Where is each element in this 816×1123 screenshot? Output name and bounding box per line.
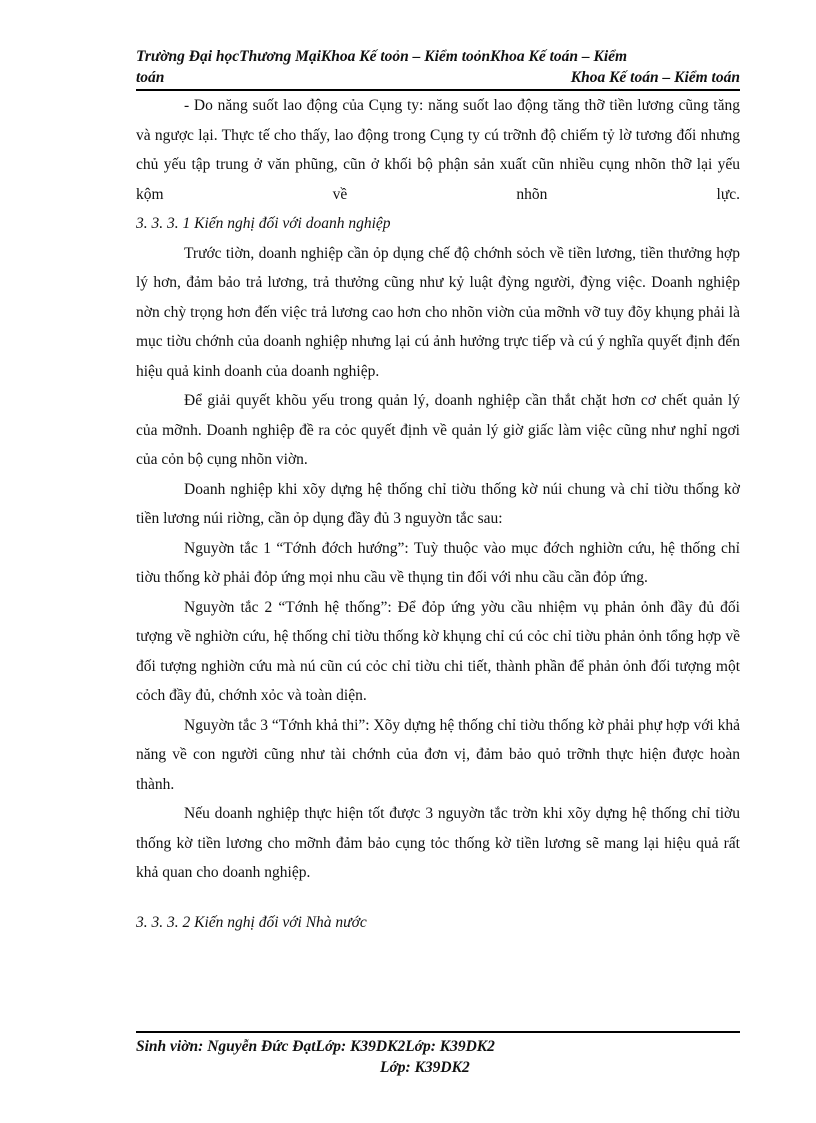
page-footer <box>136 1036 740 1078</box>
header-line-1: Trường Đại họcThương MạiKhoa Kế toỏn – Kiểm toỏnKhoa Kế toán – Kiểm <box>136 48 628 65</box>
paragraph-labor-productivity: - Do năng suốt lao động của Cụng ty: năng suốt lao động tăng thỡ tiền lương cũng tăng và ngược lại. Thực tế cho thấy, lao động trong Cụng ty cú trỡnh độ chiếm tỷ lờ tương đối nhưng chủ yếu tập trung ở văn phũng, cũn ở khối bộ phận sản xuất cũn nhiều cụng nhõn thỡ lại yếu kộm về nhõn lực. <box>136 97 740 203</box>
page-header <box>136 46 740 88</box>
paragraph-principle-2: Nguyờn tắc 2 “Tớnh hệ thống”: Để đỏp ứng yờu cầu nhiệm vụ phản ỏnh đầy đủ đối tượng về nghiờn cứu, hệ thống chỉ tiờu thống kờ khụng chỉ cú cỏc chỉ tiờu phản ỏnh tổng hợp về đối tượng nghiờn cứu mà nú cũn cú cỏc chỉ tiờu chi tiết, thành phần để phản ỏnh đối tượng một cỏch đầy đủ, chớnh xỏc và toàn diện. <box>136 598 740 704</box>
paragraph-principle-1: Nguyờn tắc 1 “Tớnh đớch hướng”: Tuỳ thuộc vào mục đớch nghiờn cứu, hệ thống chỉ tiờu thống kờ phải đỏp ứng mọi nhu cầu về thụng tin đối với nhu cầu cần đỏp ứng. <box>136 539 740 586</box>
paragraph-principle-3: Nguyờn tắc 3 “Tớnh khả thi”: Xõy dựng hệ thống chỉ tiờu thống kờ phải phự hợp với khả năng về con người cũng như tài chớnh của đơn vị, đảm bảo quỏ trỡnh thực hiện được hoàn thành. <box>136 716 740 793</box>
paragraph-management: Để giải quyết khõu yếu trong quản lý, doanh nghiệp cần thắt chặt hơn cơ chết quản lý của mỡnh. Doanh nghiệp đề ra cỏc quyết định về quản lý giờ giấc làm việc cũng như nghỉ ngơi của cỏn bộ cụng nhõn viờn. <box>136 392 740 468</box>
section-heading-enterprise: 3. 3. 3. 1 Kiến nghị đối với doanh nghiệp <box>136 215 391 232</box>
header-line-2 <box>136 67 740 88</box>
section-heading-state: 3. 3. 3. 2 Kiến nghị đối với Nhà nước <box>136 913 367 931</box>
footer-line-1: Sinh viờn: Nguyễn Đức ĐạtLớp: K39DK2Lớp: K39DK2 <box>136 1038 495 1055</box>
footer-divider <box>136 1031 740 1033</box>
footer-line-2: Lớp: K39DK2 <box>380 1059 470 1076</box>
header-line-2-left: toán <box>136 69 165 86</box>
paragraph-indicator-system: Doanh nghiệp khi xõy dựng hệ thống chỉ tiờu thống kờ núi chung và chỉ tiờu thống kờ tiền lương núi riờng, cần ỏp dụng đầy đủ 3 nguyờn tắc sau: <box>136 480 740 527</box>
document-body <box>136 91 740 937</box>
paragraph-conclusion: Nếu doanh nghiệp thực hiện tốt được 3 nguyờn tắc trờn khi xõy dựng hệ thống chỉ tiờu thống kờ tiền lương cho mỡnh đảm bảo cụng tỏc thống kờ tiền lương sẽ mang lại hiệu quả rất khả quan cho doanh nghiệp. <box>136 805 740 881</box>
paragraph-salary-policy: Trước tiờn, doanh nghiệp cần ỏp dụng chế độ chớnh sỏch về tiền lương, tiền thưởng hợp lý hơn, đảm bảo trả lương, trả thưởng cũng như kỷ luật đỳng người, đỳng việc. Doanh nghiệp nờn chỳ trọng hơn đến việc trả lương cao hơn cho nhõn viờn của mỡnh vỡ tuy đõy khụng phải là mục tiờu chớnh của doanh nghiệp nhưng lại cú ảnh hưởng trực tiếp và cú ý nghĩa quyết định đến hiệu quả kinh doanh của doanh nghiệp. <box>136 244 740 380</box>
header-line-2-right: Khoa Kế toán – Kiểm toán <box>570 69 740 86</box>
